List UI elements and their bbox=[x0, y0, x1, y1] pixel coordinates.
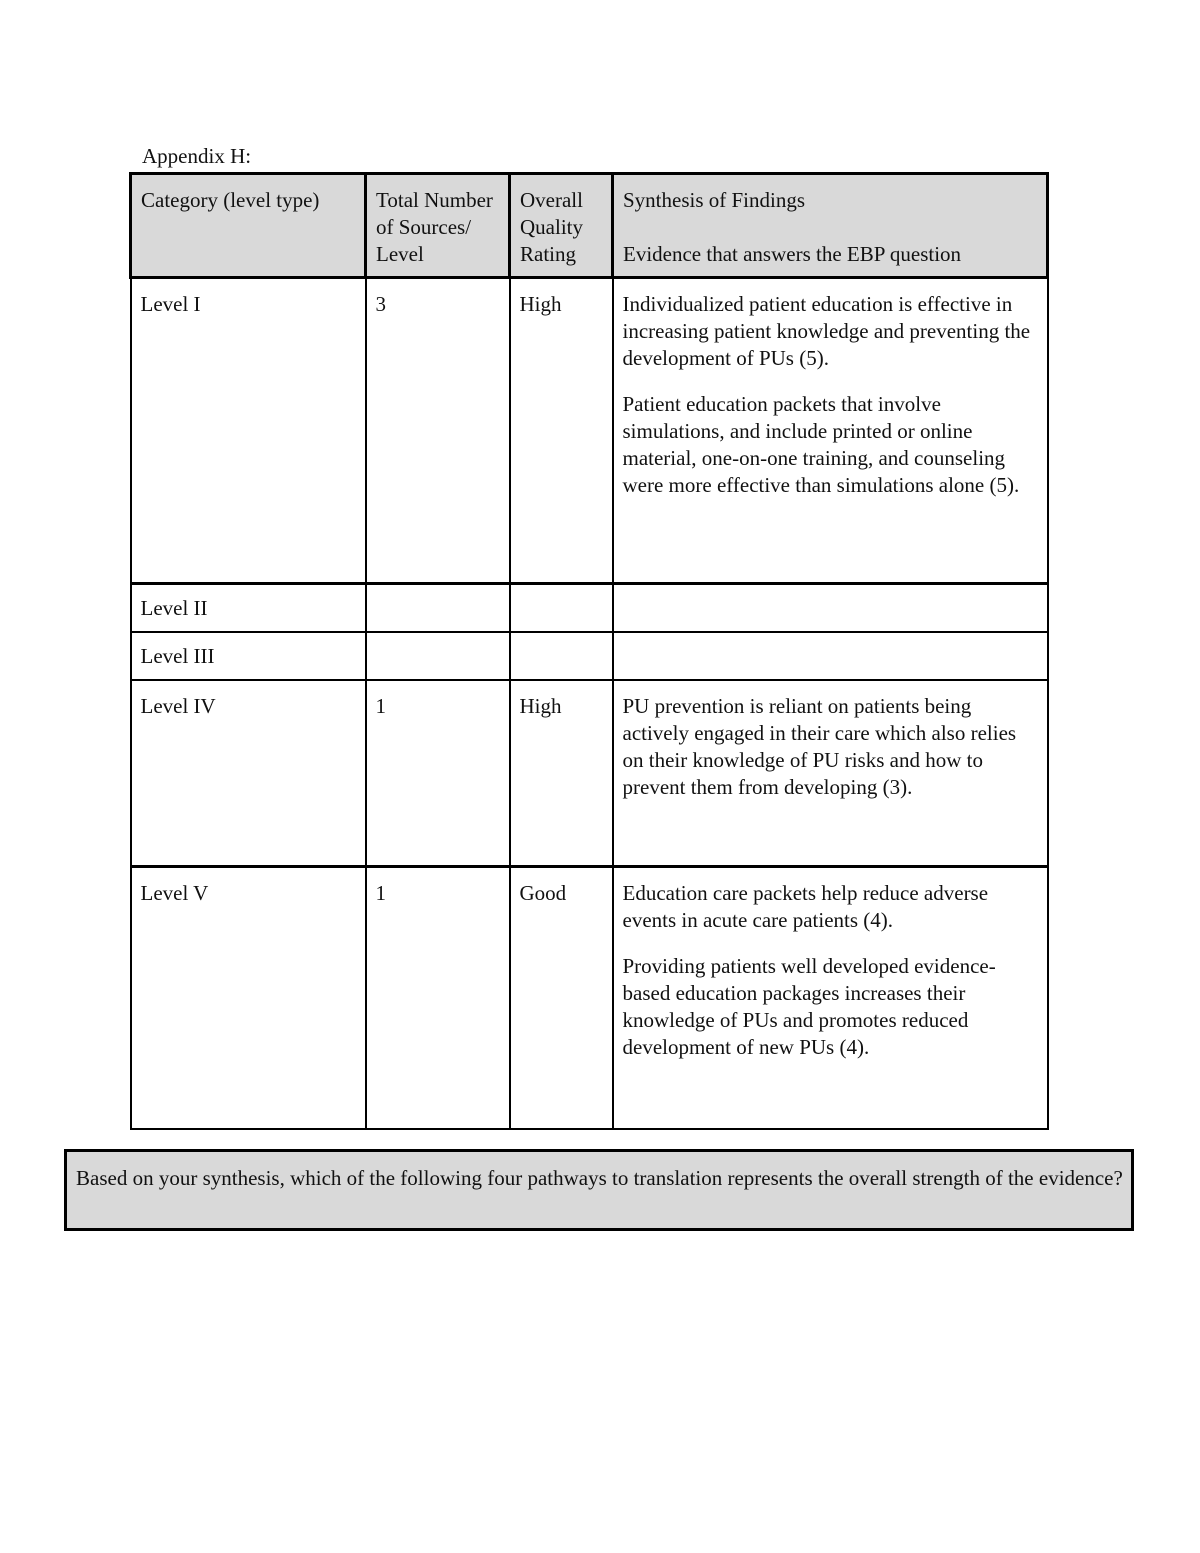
rating-cell bbox=[510, 584, 613, 633]
evidence-synthesis-table bbox=[129, 172, 1049, 1130]
table-row bbox=[131, 680, 1048, 867]
header-total-sources: Total Number of Sources/ Level bbox=[366, 174, 510, 278]
table-row bbox=[131, 278, 1048, 584]
rating-cell: High bbox=[510, 680, 613, 867]
table-row bbox=[131, 632, 1048, 680]
pathway-question-box: Based on your synthesis, which of the following four pathways to translation represents the overall strength of the evidence? bbox=[64, 1149, 1134, 1231]
finding-text: Individualized patient education is effective in increasing patient knowledge and preventing the development of PUs (5). bbox=[622, 292, 1031, 370]
count-cell bbox=[366, 584, 510, 633]
findings-cell bbox=[613, 680, 1048, 867]
rating-cell: High bbox=[510, 278, 613, 584]
finding-text: Providing patients well developed evidence-based education packages increases their knowledge of PUs and promotes reduced development of new PUs (4). bbox=[622, 954, 996, 1059]
count-cell: 1 bbox=[366, 680, 510, 867]
finding-text: Patient education packets that involve simulations, and include printed or online material, one-on-one training, and counseling were more effective than simulations alone (5). bbox=[622, 392, 1020, 497]
findings-cell bbox=[613, 278, 1048, 584]
table-row bbox=[131, 584, 1048, 633]
findings-cell bbox=[613, 584, 1048, 633]
level-cell: Level II bbox=[131, 584, 366, 633]
appendix-label: Appendix H: bbox=[142, 144, 252, 168]
rating-cell: Good bbox=[510, 867, 613, 1130]
level-cell: Level I bbox=[131, 278, 366, 584]
findings-cell bbox=[613, 632, 1048, 680]
finding-text: Education care packets help reduce adverse events in acute care patients (4). bbox=[622, 881, 989, 932]
header-synthesis bbox=[613, 174, 1048, 278]
rating-cell bbox=[510, 632, 613, 680]
table-header-row bbox=[131, 174, 1048, 278]
header-category: Category (level type) bbox=[131, 174, 366, 278]
table-row bbox=[131, 867, 1048, 1130]
header-synthesis-title: Synthesis of Findings bbox=[623, 188, 806, 212]
header-quality-rating: Overall Quality Rating bbox=[510, 174, 613, 278]
findings-cell bbox=[613, 867, 1048, 1130]
level-cell: Level V bbox=[131, 867, 366, 1130]
count-cell: 3 bbox=[366, 278, 510, 584]
finding-text: PU prevention is reliant on patients being actively engaged in their care which also relies on their knowledge of PU risks and how to prevent them from developing (3). bbox=[622, 694, 1017, 799]
count-cell: 1 bbox=[366, 867, 510, 1130]
header-synthesis-subtitle: Evidence that answers the EBP question bbox=[623, 242, 962, 266]
count-cell bbox=[366, 632, 510, 680]
level-cell: Level III bbox=[131, 632, 366, 680]
level-cell: Level IV bbox=[131, 680, 366, 867]
